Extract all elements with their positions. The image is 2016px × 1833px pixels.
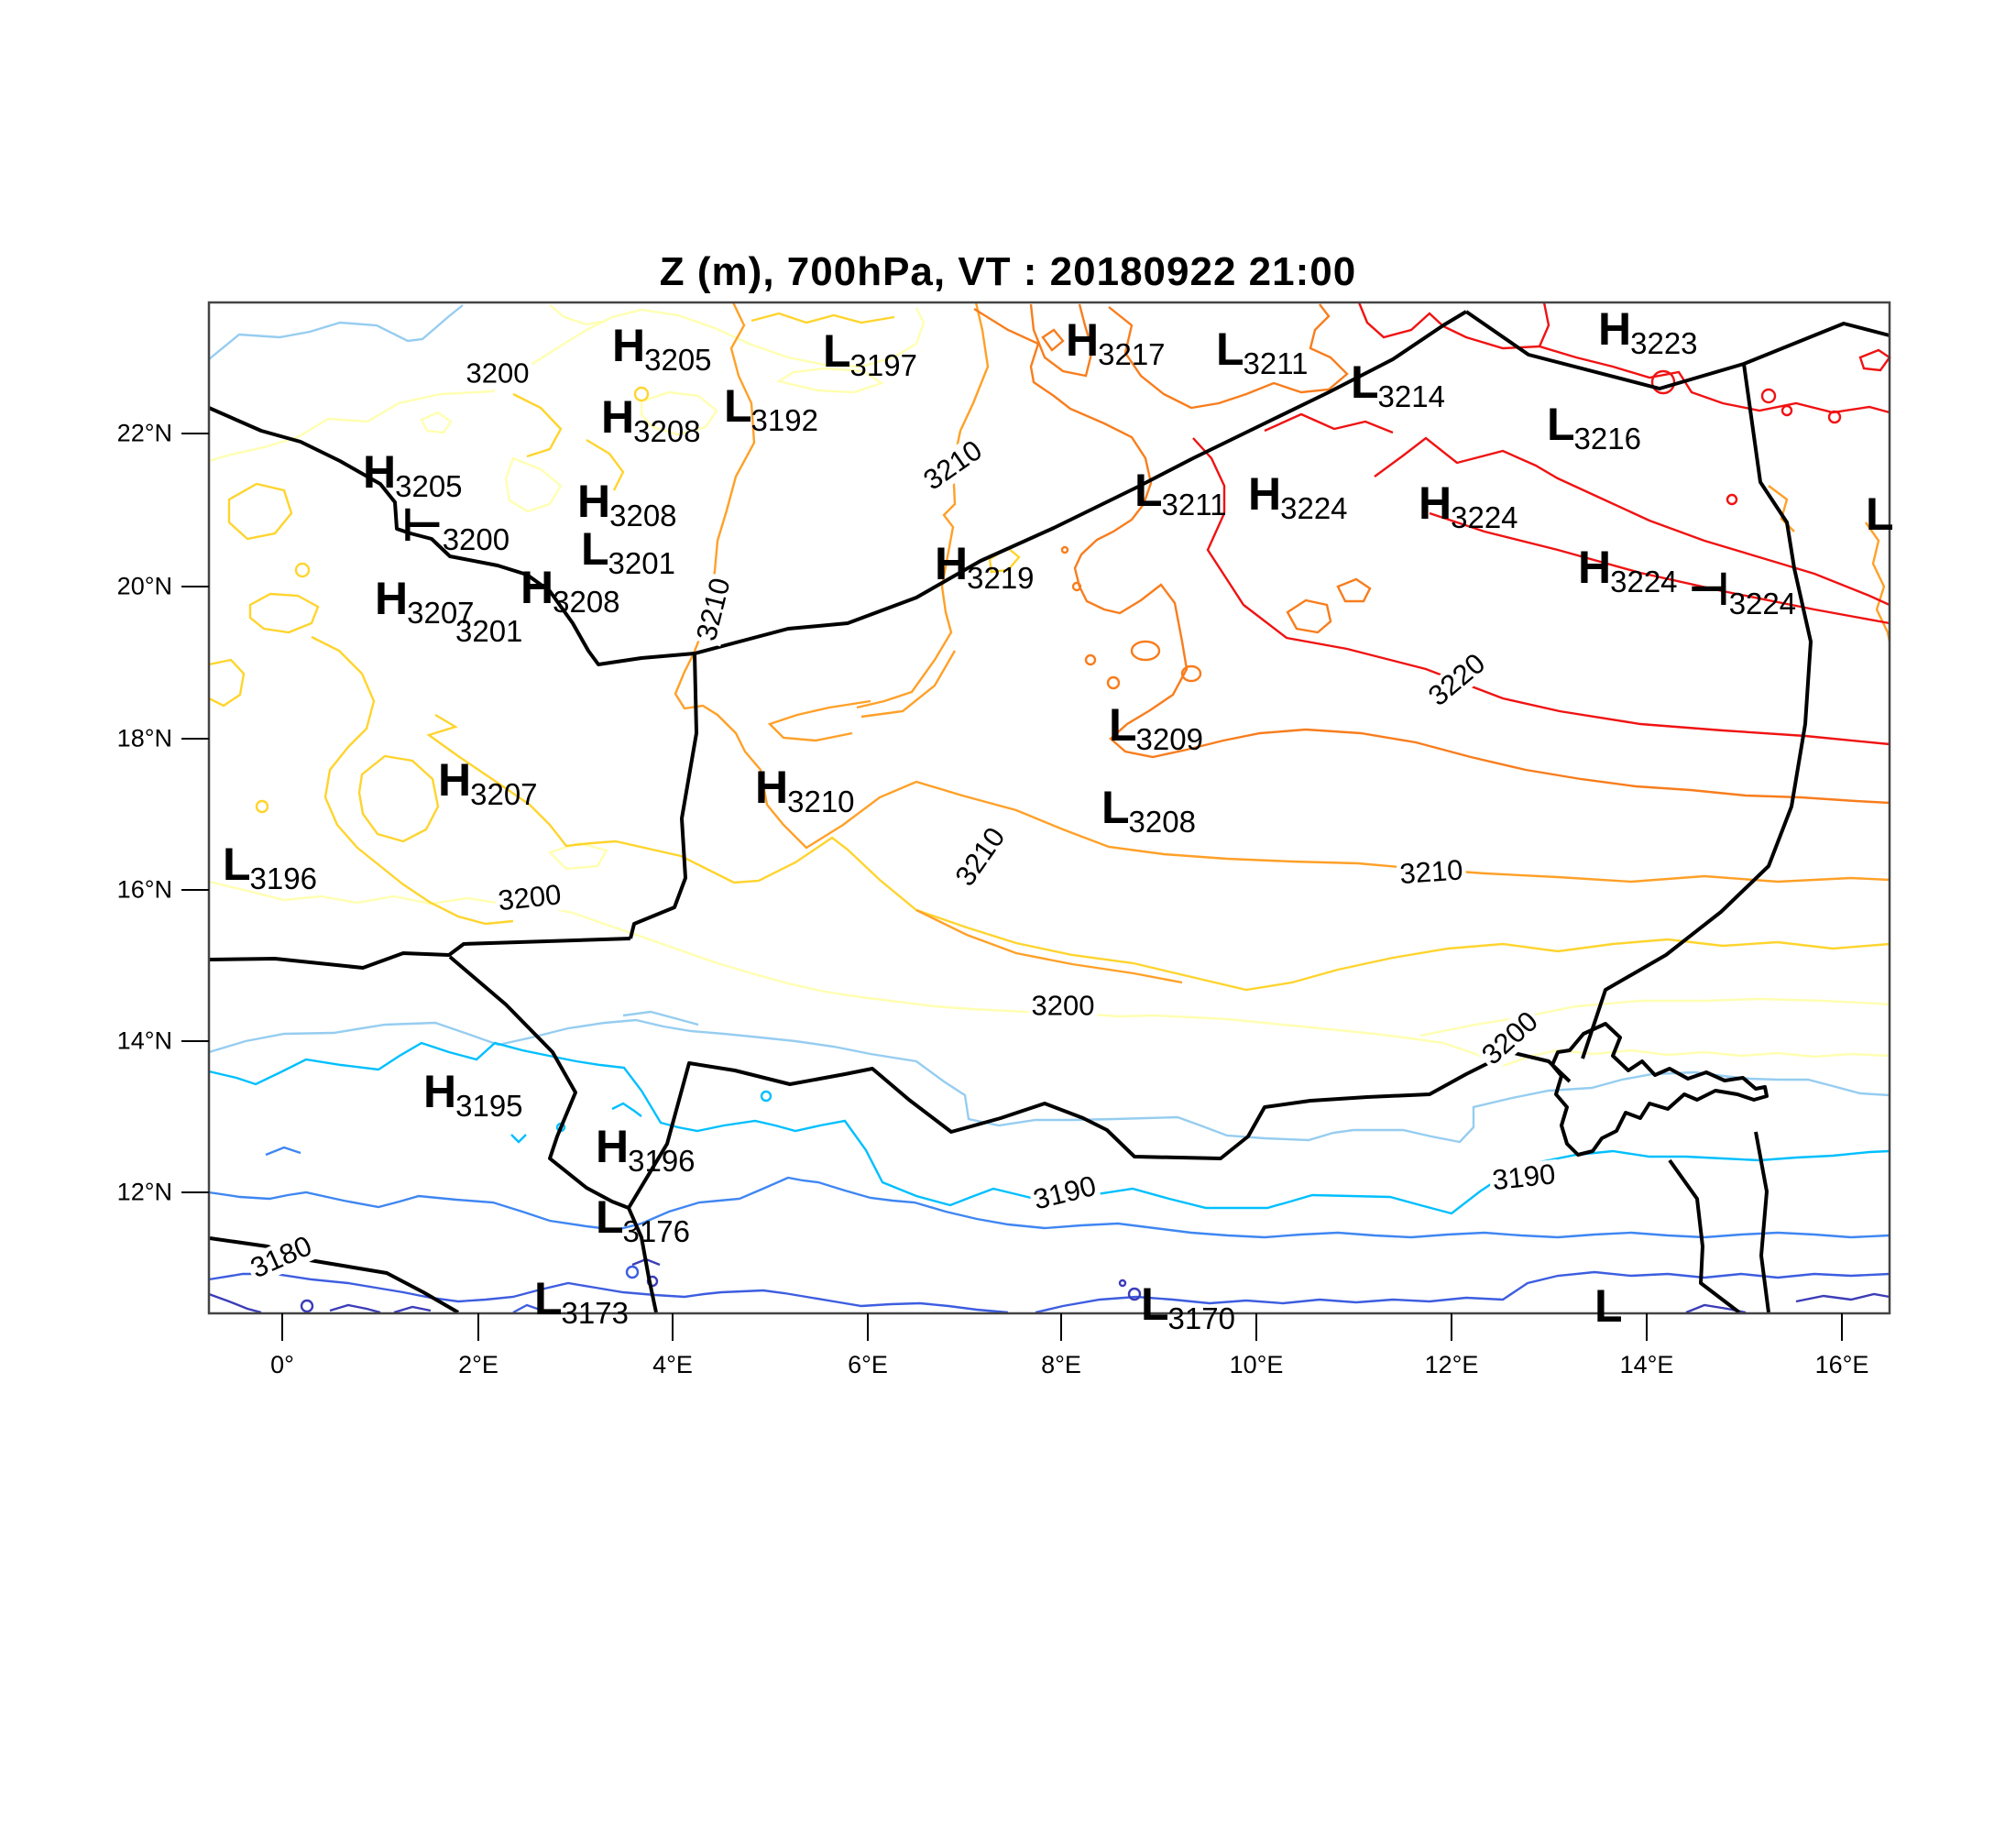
pressure-marker-L3170 <box>1141 1279 1235 1335</box>
y-tick-label-14°N: 14°N <box>116 1026 172 1055</box>
marker-value: 3209 <box>1135 722 1203 756</box>
pressure-marker-H3219 <box>935 538 1035 595</box>
x-tick <box>867 1313 869 1341</box>
y-tick-label-20°N: 20°N <box>116 572 172 600</box>
marker-letter: L <box>596 1191 623 1243</box>
contour-label-3200: 3200 <box>1029 992 1098 1022</box>
marker-value: 3205 <box>395 469 463 503</box>
x-tick-label-12°E: 12°E <box>1424 1351 1479 1378</box>
marker-value: 3219 <box>967 561 1035 595</box>
x-tick <box>1646 1313 1648 1341</box>
y-tick-label-18°N: 18°N <box>116 724 172 752</box>
marker-value: 3211 <box>1161 488 1227 521</box>
marker-value: 3170 <box>1167 1301 1235 1335</box>
marker-letter: L <box>1594 1280 1622 1332</box>
pressure-marker-L3208 <box>1101 782 1196 839</box>
pressure-marker-L3173 <box>534 1273 629 1330</box>
marker-letter: L <box>1109 699 1136 751</box>
marker-letter: L <box>223 839 250 890</box>
marker-value: 3211 <box>1243 346 1309 380</box>
marker-letter: L <box>1547 399 1574 450</box>
contour-3210 <box>675 302 1890 982</box>
marker-value: 3214 <box>1377 379 1445 413</box>
marker-value: 3208 <box>609 499 677 532</box>
pressure-marker-H3196 <box>596 1121 696 1178</box>
x-tick <box>672 1313 674 1341</box>
pressure-marker-L <box>1866 488 1893 540</box>
marker-value: 3201 <box>608 546 675 580</box>
marker-letter: H <box>935 538 968 589</box>
marker-value: 3208 <box>1128 805 1196 839</box>
x-tick <box>477 1313 479 1341</box>
pressure-marker-H3217 <box>1066 314 1166 371</box>
marker-value: 3197 <box>849 348 917 382</box>
marker-letter: H <box>1598 303 1631 355</box>
marker-value: 3192 <box>751 403 818 437</box>
contour-label-3200: 3200 <box>464 359 532 390</box>
contour-label-3210: 3210 <box>691 573 737 647</box>
x-tick-label-14°E: 14°E <box>1619 1351 1674 1378</box>
pressure-marker-H3224 <box>1578 542 1678 598</box>
x-tick <box>281 1313 283 1341</box>
pressure-marker-⊢3200 <box>401 499 510 556</box>
marker-value: 3224 <box>1728 587 1797 620</box>
marker-letter: L <box>1134 465 1162 516</box>
marker-letter: H <box>577 476 610 527</box>
y-tick <box>181 889 209 891</box>
y-tick <box>181 586 209 587</box>
marker-value: 3207 <box>407 596 475 630</box>
pressure-marker-L <box>1594 1280 1622 1332</box>
y-tick-label-16°N: 16°N <box>116 875 172 904</box>
marker-letter: L <box>1101 782 1129 833</box>
pressure-marker-L3192 <box>724 380 818 437</box>
pressure-marker-H3224 <box>1248 468 1348 525</box>
marker-letter: L <box>534 1273 562 1324</box>
pressure-marker-H3223 <box>1598 303 1698 360</box>
pressure-marker-L3209 <box>1109 699 1203 756</box>
marker-letter: ⊣ <box>1688 564 1729 615</box>
marker-letter: H <box>1578 542 1611 593</box>
pressure-marker-H3208 <box>577 476 677 532</box>
marker-value: 3173 <box>561 1296 629 1330</box>
border-bottom-left <box>210 1238 458 1312</box>
marker-letter: L <box>1866 488 1893 540</box>
y-tick <box>181 1191 209 1193</box>
marker-value: 3196 <box>249 862 317 895</box>
marker-value: 3224 <box>1451 500 1518 534</box>
x-tick <box>1255 1313 1257 1341</box>
pressure-marker-H3208 <box>601 391 701 448</box>
marker-value: 3200 <box>442 522 510 556</box>
x-tick <box>1060 1313 1062 1341</box>
marker-value: 3224 <box>1280 491 1348 525</box>
marker-letter: H <box>1419 477 1452 529</box>
pressure-marker-⊣3224 <box>1688 564 1797 620</box>
marker-letter: L <box>1216 324 1244 375</box>
marker-value: 3201 <box>455 614 523 648</box>
x-tick-label-16°E: 16°E <box>1814 1351 1869 1378</box>
contour-label-3210: 3210 <box>916 434 990 498</box>
pressure-marker-H3205 <box>612 320 712 377</box>
x-tick <box>1451 1313 1452 1341</box>
pressure-marker-H3210 <box>755 762 855 818</box>
contour-label-3220: 3220 <box>1421 646 1493 713</box>
marker-value: 3208 <box>633 414 701 448</box>
marker-letter: L <box>581 523 608 575</box>
y-tick <box>181 1040 209 1042</box>
border-west-horizontal <box>209 938 630 968</box>
pressure-marker-L3214 <box>1351 357 1445 413</box>
marker-value: 3208 <box>553 585 620 619</box>
pressure-marker-H3205 <box>363 446 463 503</box>
marker-letter: L <box>724 380 751 432</box>
border-chad-niger <box>1583 364 1811 1059</box>
contour-label-3210: 3210 <box>1396 855 1466 890</box>
contour-label-3200: 3200 <box>1475 1004 1544 1071</box>
marker-letter: L <box>1351 357 1378 408</box>
marker-letter: H <box>375 573 408 624</box>
marker-letter: H <box>520 562 553 613</box>
pressure-marker-H3208 <box>520 562 620 619</box>
x-tick-label-2°E: 2°E <box>458 1351 499 1378</box>
y-tick <box>181 738 209 740</box>
contour-label-3200: 3200 <box>494 880 565 916</box>
pressure-marker-L3197 <box>823 325 917 382</box>
x-tick-label-10°E: 10°E <box>1229 1351 1284 1378</box>
pressure-marker-L3176 <box>596 1191 690 1248</box>
pressure-marker-H3224 <box>1419 477 1518 534</box>
marker-letter: L <box>823 325 850 377</box>
marker-value: 3217 <box>1098 337 1166 371</box>
marker-value: 3210 <box>787 785 855 818</box>
border-mali-vertical <box>630 653 696 938</box>
x-tick-label-8°E: 8°E <box>1041 1351 1081 1378</box>
x-tick <box>1841 1313 1843 1341</box>
contour-label-3190: 3190 <box>1028 1170 1102 1216</box>
x-tick-label-6°E: 6°E <box>848 1351 888 1378</box>
marker-value: 3224 <box>1610 565 1678 598</box>
marker-letter: H <box>438 754 471 806</box>
marker-letter: H <box>755 762 788 813</box>
pressure-marker-L3196 <box>223 839 317 895</box>
pressure-marker-L3211 <box>1134 465 1227 521</box>
pressure-marker-H3195 <box>423 1066 523 1123</box>
marker-letter: H <box>596 1121 629 1172</box>
y-tick <box>181 433 209 434</box>
marker-value: 3216 <box>1573 422 1641 456</box>
marker-value: 3196 <box>628 1144 696 1178</box>
contour-3170 <box>209 1259 1890 1312</box>
marker-letter: H <box>363 446 396 498</box>
y-tick-label-22°N: 22°N <box>116 419 172 447</box>
marker-value: 3195 <box>455 1089 523 1123</box>
pressure-marker-H3207 <box>438 754 538 811</box>
marker-value: 3205 <box>644 343 712 377</box>
marker-value: 3223 <box>1630 326 1698 360</box>
pressure-marker-L3216 <box>1547 399 1641 456</box>
marker-letter: H <box>423 1066 456 1117</box>
marker-value: 3176 <box>622 1214 690 1248</box>
marker-letter: L <box>1141 1279 1168 1330</box>
contour-3180 <box>209 1267 1890 1312</box>
marker-letter: H <box>612 320 645 371</box>
marker-letter: ⊢ <box>401 499 443 551</box>
marker-letter: H <box>1066 314 1099 366</box>
y-tick-label-12°N: 12°N <box>116 1178 172 1206</box>
marker-letter: H <box>601 391 634 443</box>
marker-letter: H <box>1248 468 1281 520</box>
contour-label-3180: 3180 <box>244 1230 319 1285</box>
pressure-marker-L3211 <box>1216 324 1309 380</box>
x-tick-label-4°E: 4°E <box>652 1351 693 1378</box>
pressure-marker-x3201 <box>455 594 523 648</box>
contour-label-3190: 3190 <box>1488 1159 1560 1196</box>
x-tick-label-0°: 0° <box>270 1351 294 1378</box>
marker-value: 3207 <box>470 777 538 811</box>
contour-label-3210: 3210 <box>948 820 1013 894</box>
plot-title: Z (m), 700hPa, VT : 20180922 21:00 <box>659 249 1357 294</box>
